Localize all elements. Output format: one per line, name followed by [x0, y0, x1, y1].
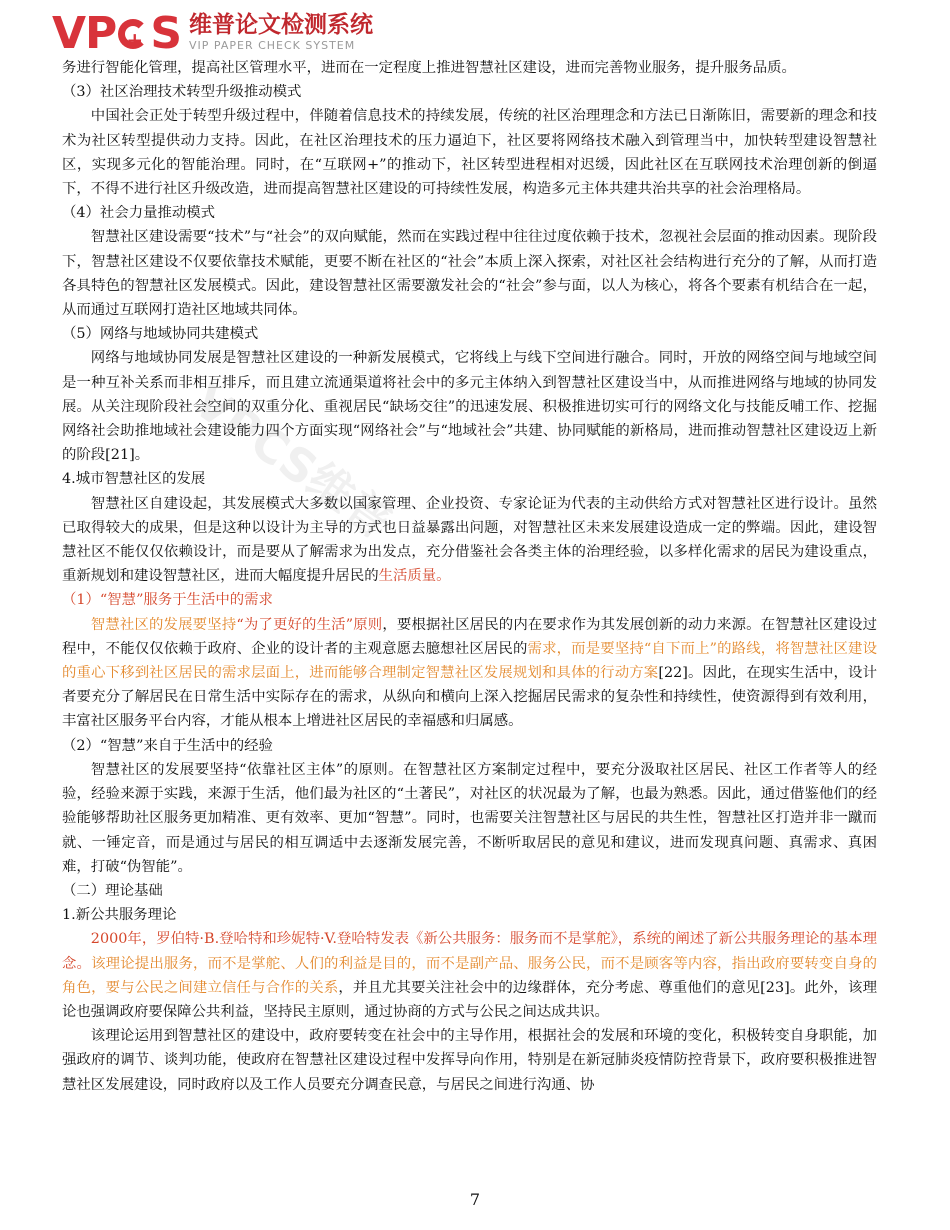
section-heading: （3）社区治理技术转型升级推动模式 [62, 84, 302, 101]
section-heading: （4）社会力量推动模式 [62, 205, 216, 222]
logo-name-en: VIP PAPER CHECK SYSTEM [189, 39, 356, 52]
paragraph [62, 613, 877, 734]
paragraph: 中国社会正处于转型升级过程中，伴随着信息技术的持续发展，传统的社区治理理念和方法已日渐陈旧，需要新的理念和技术为社区转型提供动力支持。因此，在社区治理技术的压力逼迫下，社区要将网络技术融入到管理当中，加快转型建设智慧社区，实现多元化的智能治理。同时，在“互联网+”的推动下，社区转型进程相对迟缓，因此社区在互联网技术治理创新的倒逼下，不得不进行社区升级改造，进而提高智慧社区建设的可持续性发展，构造多元主体共建共治共享的社会治理格局。 [62, 108, 877, 198]
text-span: ，要根据社区居民的内在要求作为其发展创新的动力来源。在智慧社区建设过程中，不能仅仅依赖于政府、企业的设计者的主观意愿去臆想社区居民的 [62, 616, 877, 657]
section-heading: （1）“智慧”服务于生活中的需求 [62, 592, 273, 609]
section-heading: 1.新公共服务理论 [62, 907, 177, 924]
section-heading: （二）理论基础 [62, 882, 163, 899]
text-span: [22]。因此，在现实生活中，设计者要充分了解居民在日常生活中实际存在的需求，从纵向和横向上深入挖掘居民需求的复杂性和持续性，使资源得到有效利用，丰富社区服务平台内容，才能从根本上增进社区居民的幸福感和归属感。 [62, 665, 877, 730]
highlighted-text: 该理论提出服务，而不是掌舵、人们的利益是目的，而不是副产品、服务公民，而不是顾客等内容，指出政府要转变自身的角色，要与公民之间建立信任与合作的关系 [62, 955, 877, 996]
highlighted-text: 需求，而是要坚持“自下而上”的路线，将智慧社区建设的重心下移到社区居民的需求层面上，进而能够合理制定智慧社区发展规划和具体的行动方案 [62, 640, 877, 682]
text-span: ，并且尤其要关注社会中的边缘群体，充分考虑、尊重他们的意见[23]。此外，该理论也强调政府要保障公共利益，坚持民主原则，通过协商的方式与公民之间达成共识。 [62, 979, 877, 1020]
paragraph: 该理论运用到智慧社区的建设中，政府要转变在社会中的主导作用，根据社会的发展和环境的变化，积极转变自身职能，加强政府的调节、谈判功能，使政府在智慧社区建设过程中发挥导向作用，特别是在新冠肺炎疫情防控背景下，政府要积极推进智慧社区发展建设，同时政府以及工作人员要充分调查民意，与居民之间进行沟通、协 [62, 1028, 877, 1093]
paragraph [62, 492, 877, 589]
highlighted-text: 生活质量。 [378, 568, 451, 585]
section-heading: 4.城市智慧社区的发展 [62, 471, 206, 488]
paragraph [62, 927, 877, 1024]
svg-text:VPCS维普: VPCS维普 [183, 373, 403, 550]
paragraph: 智慧社区建设需要“技术”与“社会”的双向赋能，然而在实践过程中往往过度依赖于技术，忽视社会层面的推动因素。现阶段下，智慧社区建设不仅要依靠技术赋能，更要不断在社区的“社会”本质上深入探索，对社区社会结构进行充分的了解，从而打造各具特色的智慧社区发展模式。因此，建设智慧社区需要激发社会的“社会”参与面，以人为核心，将各个要素有机结合在一起，从而通过互联网打造社区地域共同体。 [62, 229, 877, 319]
logo-c-plus-icon [118, 19, 148, 49]
page-number: 7 [469, 1190, 481, 1209]
highlighted-text: 2000年，罗伯特·B.登哈特和珍妮特·V.登哈特发表《新公共服务：服务而不是掌舵》，系统的阐述了新公共服务理论的基本理念。 [62, 931, 877, 972]
text-span: 智慧社区自建设起，其发展模式大多数以国家管理、企业投资、专家论证为代表的主动供给方式对智慧社区进行设计。虽然已取得较大的成果，但是这种以设计为主导的方式也日益暴露出问题，对智慧社区未来发展建设造成一定的弊端。因此，建设智慧社区不能仅仅依赖设计，而是要从了解需求为出发点，充分借鉴社会各类主体的治理经验，以多样化需求的居民为建设重点，重新规划和建设智慧社区，进而大幅度提升居民的 [62, 495, 877, 585]
logo-name-cn: 维普论文检测系统 [189, 12, 374, 38]
paragraph: 网络与地域协同发展是智慧社区建设的一种新发展模式，它将线上与线下空间进行融合。同时，开放的网络空间与地域空间是一种互补关系而非相互排斥，而且建立流通渠道将社会中的多元主体纳入到智慧社区建设当中，从而推进网络与地域的协同发展。从关注现阶段社会空间的双重分化、重视居民“缺场交往”的迅速发展、积极推进切实可行的网络文化与技能反哺工作、挖掘网络社会助推地域社会建设能力四个方面实现“网络社会”与“地域社会”共建、协同赋能的新格局，进而推动智慧社区建设迈上新的阶段[21]。 [62, 350, 877, 464]
header-logo [52, 8, 374, 59]
paragraph: 务进行智能化管理，提高社区管理水平，进而在一定程度上推进智慧社区建设，进而完善物业服务，提升服务品质。 [62, 60, 796, 76]
highlighted-text: 智慧社区的发展要坚持 [90, 616, 237, 633]
section-heading: （5）网络与地域协同共建模式 [62, 326, 259, 343]
vpcs-logo: VP + S [52, 12, 181, 56]
document-body [62, 56, 877, 1097]
paragraph: 智慧社区的发展要坚持“依靠社区主体”的原则。在智慧社区方案制定过程中，要充分汲取社区居民、社区工作者等人的经验，经验来源于实践，来源于生活，他们最为社区的“土著民”，对社区的状况最为了解，也最为熟悉。因此，通过借鉴他们的经验能够帮助社区服务更加精准、更有效率、更加“智慧”。同时，也需要关注智慧社区与居民的共生性，智慧社区打造并非一蹴而就、一锤定音，而是通过与居民的相互调适中去逐渐发展完善，不断听取居民的意见和建议，进而发现真问题、真需求、真困难，打破“伪智能”。 [62, 761, 877, 875]
section-heading: （2）“智慧”来自于生活中的经验 [62, 737, 273, 754]
logo-text [189, 12, 373, 52]
highlighted-text: “为了更好的生活”原则 [236, 616, 383, 633]
